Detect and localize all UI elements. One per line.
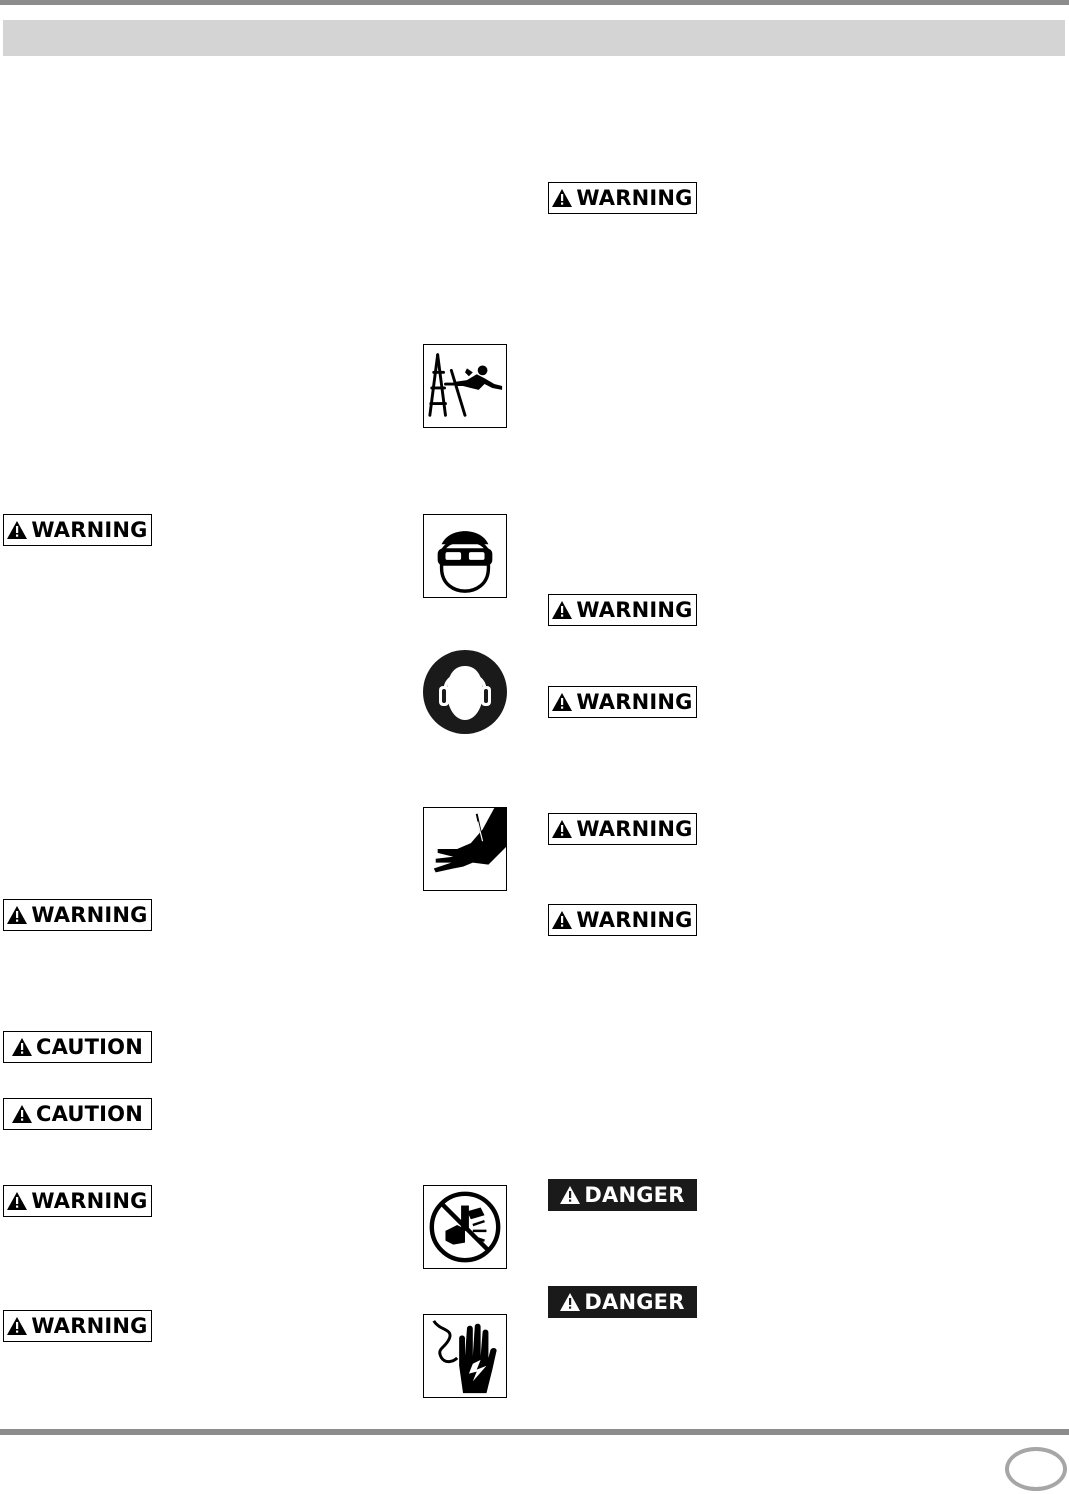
danger-label: DANGER — [584, 1183, 685, 1207]
warning-label: WARNING — [31, 1189, 148, 1213]
hand-puncture-icon — [424, 808, 506, 890]
safety-goggles-pictogram — [423, 514, 507, 598]
ear-protection-pictogram — [423, 650, 507, 734]
warning-badge — [3, 1185, 152, 1217]
electric-shock-hand-pictogram — [423, 1314, 507, 1398]
ladder-fall-icon — [424, 345, 506, 427]
warning-label: WARNING — [576, 690, 693, 714]
alert-triangle-icon — [552, 693, 572, 711]
alert-triangle-icon — [7, 1317, 27, 1335]
ear-protection-icon — [423, 650, 507, 734]
warning-badge — [548, 182, 697, 214]
warning-label: WARNING — [576, 598, 693, 622]
no-hand-spray-icon — [424, 1186, 506, 1268]
alert-triangle-icon — [7, 521, 27, 539]
safety-goggles-icon — [424, 515, 506, 597]
danger-label: DANGER — [584, 1290, 685, 1314]
electric-shock-hand-icon — [424, 1315, 506, 1397]
caution-label: CAUTION — [35, 1035, 144, 1059]
page-number-oval — [1005, 1447, 1067, 1491]
bottom-rule — [0, 1429, 1069, 1435]
alert-triangle-icon — [12, 1038, 32, 1056]
warning-label: WARNING — [576, 908, 693, 932]
no-hand-spray-pictogram — [423, 1185, 507, 1269]
warning-badge — [3, 899, 152, 931]
warning-label: WARNING — [31, 1314, 148, 1338]
warning-badge — [548, 686, 697, 718]
alert-triangle-icon — [560, 1186, 580, 1204]
alert-triangle-icon — [560, 1293, 580, 1311]
warning-label: WARNING — [31, 518, 148, 542]
alert-triangle-icon — [552, 189, 572, 207]
alert-triangle-icon — [552, 601, 572, 619]
danger-badge — [548, 1179, 697, 1211]
alert-triangle-icon — [12, 1105, 32, 1123]
alert-triangle-icon — [552, 820, 572, 838]
top-rule — [0, 0, 1069, 5]
warning-label: WARNING — [31, 903, 148, 927]
warning-badge — [3, 1310, 152, 1342]
warning-badge — [548, 904, 697, 936]
caution-label: CAUTION — [35, 1102, 144, 1126]
warning-badge — [548, 813, 697, 845]
warning-label: WARNING — [576, 186, 693, 210]
warning-label: WARNING — [576, 817, 693, 841]
warning-badge — [3, 514, 152, 546]
alert-triangle-icon — [552, 911, 572, 929]
danger-badge — [548, 1286, 697, 1318]
header-band — [3, 20, 1065, 56]
alert-triangle-icon — [7, 906, 27, 924]
hand-puncture-pictogram — [423, 807, 507, 891]
warning-badge — [548, 594, 697, 626]
ladder-fall-pictogram — [423, 344, 507, 428]
caution-badge — [3, 1098, 152, 1130]
caution-badge — [3, 1031, 152, 1063]
alert-triangle-icon — [7, 1192, 27, 1210]
